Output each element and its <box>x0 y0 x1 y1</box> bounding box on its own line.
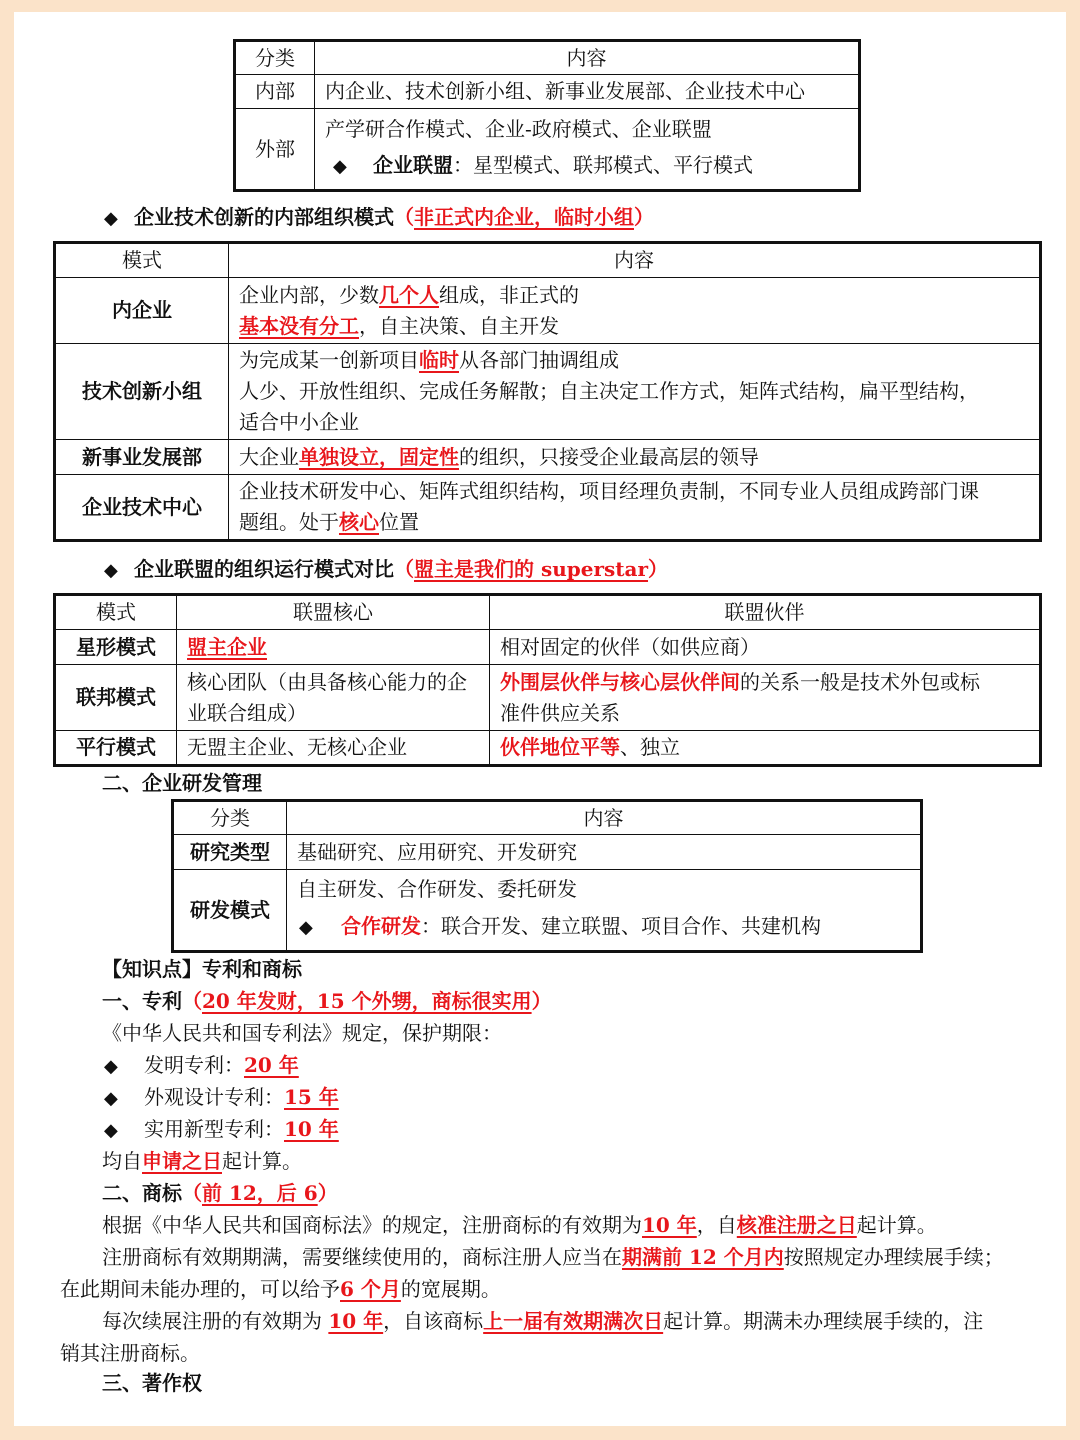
alliance-core: 盟主企业 <box>177 630 490 665</box>
patent-title: 一、专利（20 年发财，15 个外甥，商标很实用） <box>102 989 552 1013</box>
th-category: 分类 <box>173 801 287 835</box>
alliance-key: 平行模式 <box>55 731 177 766</box>
th-partner: 联盟伙伴 <box>490 595 1041 630</box>
internal-mode-table <box>53 241 1042 542</box>
alliance-partner: 伙伴地位平等、独立 <box>490 731 1041 766</box>
knowledge-point-title: 【知识点】专利和商标 <box>102 957 302 981</box>
th-core: 联盟核心 <box>177 595 490 630</box>
diamond-bullet-icon: ◆ <box>104 1056 118 1077</box>
th-content: 内容 <box>229 243 1041 278</box>
row-internal-key: 内部 <box>235 75 315 109</box>
alliance-mode-table <box>53 593 1042 767</box>
trademark-para: 根据《中华人民共和国商标法》的规定，注册商标的有效期为10 年，自核准注册之日起计算。 <box>102 1213 937 1237</box>
trademark-para: 每次续展注册的有效期为 10 年，自该商标上一届有效期满次日起计算。期满未办理续展手续的，注 <box>102 1309 984 1333</box>
patent-from: 均自申请之日起计算。 <box>102 1149 302 1173</box>
row-external-value: 产学研合作模式、企业-政府模式、企业联盟 ◆ 企业联盟：星型模式、联邦模式、平行模式 <box>315 109 860 191</box>
row-external-key: 外部 <box>235 109 315 191</box>
trademark-title: 二、商标（前 12，后 6） <box>102 1181 338 1205</box>
diamond-bullet-icon: ◆ <box>299 917 313 938</box>
th-category: 分类 <box>235 41 315 75</box>
patent-item: ◆ 发明专利：20 年 <box>104 1049 299 1083</box>
mode-key: 内企业 <box>55 278 229 344</box>
diamond-bullet-icon: ◆ <box>104 560 118 581</box>
trademark-para: 在此期间未能办理的，可以给予6 个月的宽展期。 <box>60 1277 501 1301</box>
alliance-mode-heading: ◆ 企业联盟的组织运行模式对比（盟主是我们的 superstar） <box>104 553 668 587</box>
mode-key: 技术创新小组 <box>55 344 229 440</box>
patent-item: ◆ 外观设计专利：15 年 <box>104 1081 339 1115</box>
section-rd-title: 二、企业研发管理 <box>102 771 262 795</box>
trademark-para: 销其注册商标。 <box>60 1341 200 1365</box>
row-internal-value: 内企业、技术创新小组、新事业发展部、企业技术中心 <box>315 75 860 109</box>
rd-value: 基础研究、应用研究、开发研究 <box>287 835 922 870</box>
diamond-bullet-icon: ◆ <box>104 208 118 229</box>
section-copyright-title: 三、著作权 <box>102 1371 202 1395</box>
alliance-key: 星形模式 <box>55 630 177 665</box>
alliance-partner: 相对固定的伙伴（如供应商） <box>490 630 1041 665</box>
alliance-core: 无盟主企业、无核心企业 <box>177 731 490 766</box>
mode-content: 企业内部，少数几个人组成，非正式的 基本没有分工，自主决策、自主开发 <box>229 278 1041 344</box>
patent-law: 《中华人民共和国专利法》规定，保护期限： <box>102 1021 502 1045</box>
alliance-key: 联邦模式 <box>55 665 177 731</box>
mode-key: 企业技术中心 <box>55 475 229 541</box>
th-mode: 模式 <box>55 595 177 630</box>
trademark-para: 注册商标有效期期满，需要继续使用的，商标注册人应当在期满前 12 个月内按照规定办理续展手续； <box>102 1245 1004 1269</box>
rd-value: 自主研发、合作研发、委托研发 ◆ 合作研发：联合开发、建立联盟、项目合作、共建机构 <box>287 870 922 952</box>
th-content: 内容 <box>287 801 922 835</box>
patent-item: ◆ 实用新型专利：10 年 <box>104 1113 339 1147</box>
diamond-bullet-icon: ◆ <box>333 156 347 177</box>
alliance-core: 核心团队（由具备核心能力的企 业联合组成） <box>177 665 490 731</box>
internal-mode-heading: ◆ 企业技术创新的内部组织模式（非正式内企业，临时小组） <box>104 201 654 235</box>
diamond-bullet-icon: ◆ <box>104 1088 118 1109</box>
diamond-bullet-icon: ◆ <box>104 1120 118 1141</box>
mode-content: 为完成某一创新项目临时从各部门抽调组成 人少、开放性组织、完成任务解散；自主决定工作方式，矩阵式结构，扁平型结构， 适合中小企业 <box>229 344 1041 440</box>
mode-content: 大企业单独设立，固定性的组织，只接受企业最高层的领导 <box>229 440 1041 475</box>
alliance-partner: 外围层伙伴与核心层伙伴间的关系一般是技术外包或标 准件供应关系 <box>490 665 1041 731</box>
mode-key: 新事业发展部 <box>55 440 229 475</box>
org-category-table <box>233 39 861 192</box>
rd-table <box>171 799 923 953</box>
th-mode: 模式 <box>55 243 229 278</box>
rd-key: 研究类型 <box>173 835 287 870</box>
mode-content: 企业技术研发中心、矩阵式组织结构，项目经理负责制，不同专业人员组成跨部门课 题组。处于核心位置 <box>229 475 1041 541</box>
rd-key: 研发模式 <box>173 870 287 952</box>
th-content: 内容 <box>315 41 860 75</box>
